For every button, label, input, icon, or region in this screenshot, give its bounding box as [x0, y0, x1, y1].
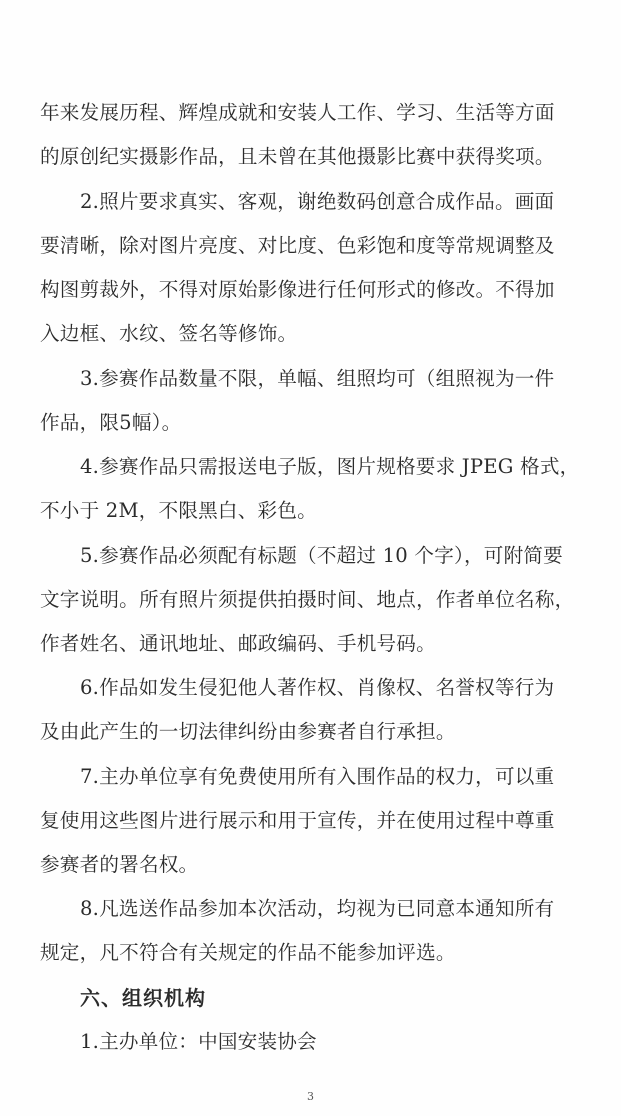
paragraph-line: 2.照片要求真实、客观，谢绝数码创意合成作品。画面: [80, 190, 555, 213]
paragraph-line: 年来发展历程、辉煌成就和安装人工作、学习、生活等方面: [40, 101, 555, 124]
paragraph-line: 3.参赛作品数量不限，单幅、组照均可（组照视为一件: [80, 367, 555, 390]
paragraph-line: 5.参赛作品必须配有标题（不超过 10 个字），可附简要: [80, 544, 563, 567]
paragraph-line: 作品，限5幅）。: [40, 411, 182, 434]
paragraph-line: 及由此产生的一切法律纠纷由参赛者自行承担。: [40, 720, 456, 743]
section-heading: 六、组织机构: [80, 986, 206, 1010]
paragraph-line: 1.主办单位：中国安装协会: [80, 1030, 317, 1053]
paragraph-line: 入边框、水纹、签名等修饰。: [40, 322, 298, 345]
paragraph-line: 文字说明。所有照片须提供拍摄时间、地点，作者单位名称，: [40, 588, 575, 611]
paragraph-line: 6.作品如发生侵犯他人著作权、肖像权、名誉权等行为: [80, 676, 555, 699]
page-number: 3: [307, 1090, 314, 1103]
paragraph-line: 参赛者的署名权。: [40, 853, 199, 876]
paragraph-line: 要清晰，除对图片亮度、对比度、色彩饱和度等常规调整及: [40, 234, 555, 257]
paragraph-line: 8.凡选送作品参加本次活动，均视为已同意本通知所有: [80, 897, 555, 920]
paragraph-line: 构图剪裁外，不得对原始影像进行任何形式的修改。不得加: [40, 278, 555, 301]
paragraph-line: 4.参赛作品只需报送电子版，图片规格要求 JPEG 格式，: [80, 455, 580, 478]
paragraph-line: 的原创纪实摄影作品，且未曾在其他摄影比赛中获得奖项。: [40, 145, 555, 168]
paragraph-line: 复使用这些图片进行展示和用于宣传，并在使用过程中尊重: [40, 809, 555, 832]
paragraph-line: 不小于 2M，不限黑白、彩色。: [40, 499, 317, 522]
paragraph-line: 7.主办单位享有免费使用所有入围作品的权力，可以重: [80, 765, 555, 788]
paragraph-line: 作者姓名、通讯地址、邮政编码、手机号码。: [40, 632, 436, 655]
paragraph-line: 规定，凡不符合有关规定的作品不能参加评选。: [40, 941, 456, 964]
